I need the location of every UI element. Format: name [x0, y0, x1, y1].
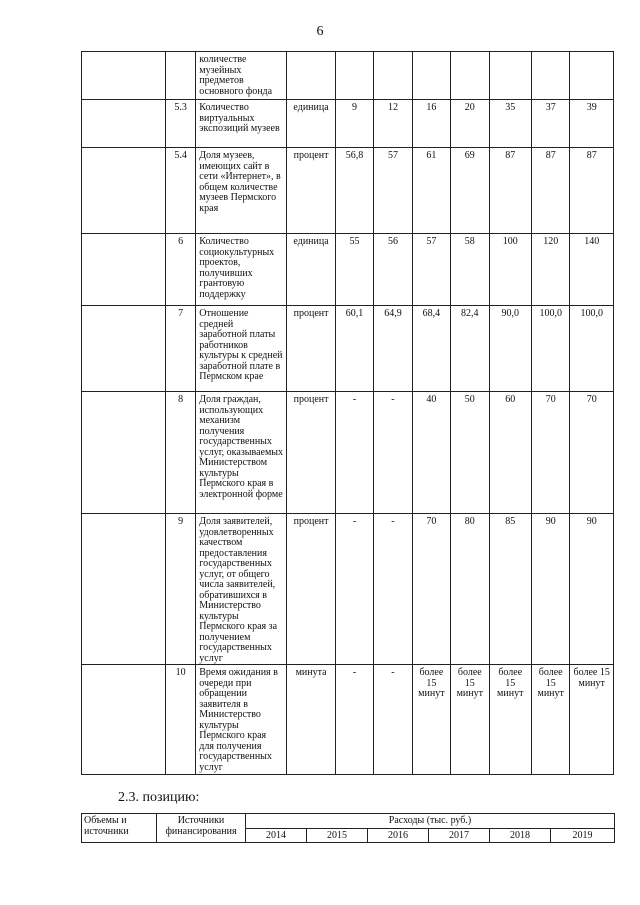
row-value: -: [335, 392, 373, 514]
row-value: более 15 минут: [451, 665, 489, 775]
row-value: 90: [531, 514, 569, 665]
row-value: 60: [489, 392, 531, 514]
table-cell: [82, 514, 166, 665]
row-value: 87: [531, 148, 569, 234]
row-value: 16: [412, 100, 450, 148]
table-row: [82, 814, 615, 829]
row-name: Отношение средней заработной платы работников культуры к средней заработной плате в Пермском крае: [196, 306, 287, 392]
row-unit: процент: [287, 148, 336, 234]
row-value: 20: [451, 100, 489, 148]
row-value: более 15 минут: [412, 665, 450, 775]
row-name: Доля заявителей, удовлетворенных качеством предоставления государственных услуг, от общего числа заявителей, обратившихся в Министерство культуры Пермского края за получением государственных услуг: [196, 514, 287, 665]
row-name: Количество виртуальных экспозиций музеев: [196, 100, 287, 148]
row-value: -: [335, 665, 373, 775]
row-value: 140: [570, 234, 614, 306]
row-number: 7: [165, 306, 195, 392]
row-name: Доля граждан, использующих механизм получения государственных услуг, оказываемых Министерством культуры Пермского края в электронной форме: [196, 392, 287, 514]
table-cell: [82, 234, 166, 306]
row-value: 69: [451, 148, 489, 234]
row-name: количестве музейных предметов основного фонда: [196, 52, 287, 100]
row-unit: единица: [287, 100, 336, 148]
row-value: 70: [531, 392, 569, 514]
expenses-header: Расходы (тыс. руб.): [246, 814, 615, 829]
table-cell: [82, 306, 166, 392]
row-value: 100,0: [531, 306, 569, 392]
page-number: 6: [316, 24, 324, 39]
table-cell: [82, 148, 166, 234]
row-unit: единица: [287, 234, 336, 306]
row-name: Количество социокультурных проектов, получивших грантовую поддержку: [196, 234, 287, 306]
table-row: [82, 148, 614, 234]
row-value: 57: [374, 148, 412, 234]
row-number: 5.4: [165, 148, 195, 234]
table-row: [82, 100, 614, 148]
row-unit: минута: [287, 665, 336, 775]
row-value: 90,0: [489, 306, 531, 392]
table-row: [82, 234, 614, 306]
row-value: 57: [412, 234, 450, 306]
row-value: 100: [489, 234, 531, 306]
row-value: 9: [335, 100, 373, 148]
funding-col2-header: Источники финансирования: [157, 814, 246, 843]
row-value: 39: [570, 100, 614, 148]
year-header: 2015: [307, 828, 368, 843]
row-value: 70: [570, 392, 614, 514]
table-cell: [82, 665, 166, 775]
funding-col1-header: Объемы и источники: [82, 814, 157, 843]
row-value: 35: [489, 100, 531, 148]
row-value: 85: [489, 514, 531, 665]
row-value: 120: [531, 234, 569, 306]
row-value: 87: [489, 148, 531, 234]
row-value: 64,9: [374, 306, 412, 392]
table-cell: [82, 52, 166, 100]
table-row: [82, 665, 614, 775]
year-header: 2019: [551, 828, 615, 843]
row-unit: процент: [287, 306, 336, 392]
row-value: 37: [531, 100, 569, 148]
row-value: -: [374, 514, 412, 665]
row-value: -: [374, 665, 412, 775]
table-cell: [82, 392, 166, 514]
indicators-table: [81, 51, 614, 775]
row-value: 68,4: [412, 306, 450, 392]
funding-table: [81, 813, 615, 843]
row-value: 61: [412, 148, 450, 234]
row-value: 87: [570, 148, 614, 234]
table-row: [82, 392, 614, 514]
row-value: 80: [451, 514, 489, 665]
row-name: Время ожидания в очереди при обращении заявителя в Министерство культуры Пермского края для получения государственных услуг: [196, 665, 287, 775]
table-row: [82, 514, 614, 665]
row-value: 100,0: [570, 306, 614, 392]
row-value: 56: [374, 234, 412, 306]
row-value: 90: [570, 514, 614, 665]
row-value: 60,1: [335, 306, 373, 392]
row-value: более 15 минут: [531, 665, 569, 775]
row-value: 12: [374, 100, 412, 148]
row-value: 58: [451, 234, 489, 306]
row-number: 6: [165, 234, 195, 306]
row-value: 50: [451, 392, 489, 514]
row-value: более 15 минут: [570, 665, 614, 775]
row-value: -: [335, 514, 373, 665]
row-number: 8: [165, 392, 195, 514]
row-unit: процент: [287, 392, 336, 514]
row-value: -: [374, 392, 412, 514]
table-cell: [82, 100, 166, 148]
row-value: 82,4: [451, 306, 489, 392]
row-number: 5.3: [165, 100, 195, 148]
table-row: [82, 306, 614, 392]
year-header: 2018: [490, 828, 551, 843]
year-header: 2014: [246, 828, 307, 843]
table-cell: [165, 52, 195, 100]
row-value: более 15 минут: [489, 665, 531, 775]
row-value: 55: [335, 234, 373, 306]
row-value: 70: [412, 514, 450, 665]
section-heading: 2.3. позицию:: [118, 790, 200, 805]
row-unit: процент: [287, 514, 336, 665]
year-header: 2016: [368, 828, 429, 843]
row-name: Доля музеев, имеющих сайт в сети «Интернет», в общем количестве музеев Пермского края: [196, 148, 287, 234]
row-number: 10: [165, 665, 195, 775]
table-row: [82, 52, 614, 100]
row-number: 9: [165, 514, 195, 665]
row-value: 40: [412, 392, 450, 514]
year-header: 2017: [429, 828, 490, 843]
row-value: 56,8: [335, 148, 373, 234]
